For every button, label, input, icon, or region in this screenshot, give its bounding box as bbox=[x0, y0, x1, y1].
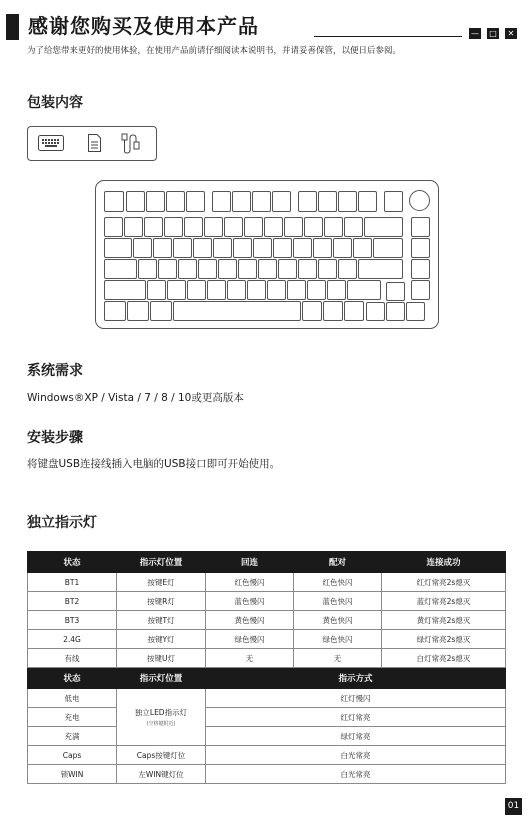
key bbox=[313, 238, 332, 258]
key-f4 bbox=[186, 191, 205, 212]
key-arrow-down bbox=[386, 302, 405, 321]
key bbox=[178, 259, 197, 279]
requirements-heading: 系统需求 bbox=[27, 363, 83, 379]
close-icon: ✕ bbox=[505, 28, 517, 39]
key bbox=[198, 259, 217, 279]
cell: 黄灯常亮2s熄灭 bbox=[382, 611, 506, 630]
cell: 充满 bbox=[28, 727, 117, 746]
volume-knob bbox=[409, 190, 430, 211]
key bbox=[187, 280, 206, 300]
package-heading: 包装内容 bbox=[27, 95, 83, 111]
key bbox=[293, 238, 312, 258]
cell: BT3 bbox=[28, 611, 117, 630]
key-nav bbox=[411, 280, 430, 300]
merged-position-cell bbox=[117, 689, 206, 746]
cell: 红色快闪 bbox=[294, 573, 382, 592]
key bbox=[253, 238, 272, 258]
key-f12 bbox=[358, 191, 377, 212]
cell: 绿色快闪 bbox=[294, 630, 382, 649]
table-row bbox=[28, 592, 506, 611]
key bbox=[138, 259, 157, 279]
merged-position-label: 独立LED指示灯 bbox=[134, 708, 188, 717]
cell: 有线 bbox=[28, 649, 117, 668]
cell: 黄色快闪 bbox=[294, 611, 382, 630]
key-f11 bbox=[338, 191, 357, 212]
cell: 绿灯常亮 bbox=[206, 727, 506, 746]
key-fn bbox=[323, 301, 343, 321]
key bbox=[353, 238, 372, 258]
cell: Caps bbox=[28, 746, 117, 765]
key-lshift bbox=[104, 280, 146, 300]
key-nav bbox=[411, 259, 430, 279]
title-underline bbox=[314, 36, 462, 37]
key bbox=[227, 280, 246, 300]
key-rshift bbox=[347, 280, 381, 300]
cell: 蓝色慢闪 bbox=[206, 592, 294, 611]
cell: 红灯常亮 bbox=[206, 708, 506, 727]
cell: 蓝色快闪 bbox=[294, 592, 382, 611]
key-alt bbox=[150, 301, 172, 321]
key bbox=[344, 217, 363, 237]
key-win bbox=[127, 301, 149, 321]
cell: 按键R灯 bbox=[117, 592, 206, 611]
key-f10 bbox=[318, 191, 337, 212]
col-header-state: 状态 bbox=[28, 552, 117, 573]
table-row bbox=[28, 630, 506, 649]
cable-icon bbox=[120, 133, 142, 154]
cell: 低电 bbox=[28, 689, 117, 708]
cell: 锁WIN bbox=[28, 765, 117, 784]
key bbox=[153, 238, 172, 258]
keyboard-illustration bbox=[95, 180, 439, 329]
page-subtitle: 为了给您带来更好的使用体验，在使用产品前请仔细阅读本说明书，并请妥善保管，以便日后参阅。 bbox=[27, 46, 402, 56]
cell: 红灯常亮2s熄灭 bbox=[382, 573, 506, 592]
key bbox=[104, 217, 123, 237]
key bbox=[238, 259, 257, 279]
cell: 蓝灯常亮2s熄灭 bbox=[382, 592, 506, 611]
key bbox=[207, 280, 226, 300]
requirements-text: Windows®XP / Vista / 7 / 8 / 10或更高版本 bbox=[27, 392, 244, 404]
cell: 充电 bbox=[28, 708, 117, 727]
key bbox=[218, 259, 237, 279]
key-ctrl bbox=[104, 301, 126, 321]
col-header-pairing: 配对 bbox=[294, 552, 382, 573]
key bbox=[278, 259, 297, 279]
key bbox=[124, 217, 143, 237]
key-nav bbox=[411, 217, 430, 237]
key bbox=[267, 280, 286, 300]
table-header-row bbox=[28, 552, 506, 573]
key bbox=[324, 217, 343, 237]
table-row bbox=[28, 727, 506, 746]
key bbox=[264, 217, 283, 237]
key-f1 bbox=[126, 191, 145, 212]
page-number: 01 bbox=[505, 798, 522, 815]
key bbox=[233, 238, 252, 258]
table-row bbox=[28, 611, 506, 630]
key-f2 bbox=[146, 191, 165, 212]
cell: 白灯常亮2s熄灭 bbox=[382, 649, 506, 668]
table-row bbox=[28, 708, 506, 727]
key-f5 bbox=[212, 191, 231, 212]
key-caps bbox=[104, 259, 137, 279]
key-f6 bbox=[232, 191, 251, 212]
cell: 白光常亮 bbox=[206, 746, 506, 765]
key bbox=[224, 217, 243, 237]
key bbox=[307, 280, 326, 300]
cell: 绿色慢闪 bbox=[206, 630, 294, 649]
key-ralt bbox=[302, 301, 322, 321]
col-header-reconnect: 回连 bbox=[206, 552, 294, 573]
key bbox=[213, 238, 232, 258]
key-rctrl bbox=[344, 301, 364, 321]
key-f7 bbox=[252, 191, 271, 212]
key-f9 bbox=[298, 191, 317, 212]
key bbox=[244, 217, 263, 237]
key bbox=[164, 217, 183, 237]
key-f8 bbox=[272, 191, 291, 212]
key-tab bbox=[104, 238, 132, 258]
key-f3 bbox=[166, 191, 185, 212]
table-header-row bbox=[28, 668, 506, 689]
key bbox=[144, 217, 163, 237]
key-backslash bbox=[373, 238, 403, 258]
cell: 左WIN键灯位 bbox=[117, 765, 206, 784]
key-esc bbox=[104, 191, 124, 212]
indicator-heading: 独立指示灯 bbox=[27, 515, 97, 531]
col-header-connected: 连接成功 bbox=[382, 552, 506, 573]
key bbox=[193, 238, 212, 258]
cell: 红灯慢闪 bbox=[206, 689, 506, 708]
page-title: 感谢您购买及使用本产品 bbox=[28, 14, 259, 38]
table-row bbox=[28, 649, 506, 668]
cell: 2.4G bbox=[28, 630, 117, 649]
key bbox=[173, 238, 192, 258]
key bbox=[184, 217, 203, 237]
key-space bbox=[173, 301, 301, 321]
key bbox=[287, 280, 306, 300]
table-row bbox=[28, 765, 506, 784]
cell: 绿灯常亮2s熄灭 bbox=[382, 630, 506, 649]
key bbox=[204, 217, 223, 237]
indicator-table bbox=[27, 551, 506, 784]
key bbox=[247, 280, 266, 300]
key bbox=[304, 217, 323, 237]
key bbox=[298, 259, 317, 279]
table-row bbox=[28, 746, 506, 765]
merged-position-note: (空格键附近) bbox=[146, 721, 176, 727]
cell: Caps按键灯位 bbox=[117, 746, 206, 765]
key bbox=[167, 280, 186, 300]
col-header-position: 指示灯位置 bbox=[117, 668, 206, 689]
cell: 按键U灯 bbox=[117, 649, 206, 668]
install-text: 将键盘USB连接线插入电脑的USB接口即可开始使用。 bbox=[27, 458, 281, 470]
key-arrow-left bbox=[366, 302, 385, 321]
key bbox=[273, 238, 292, 258]
package-contents-box bbox=[27, 126, 157, 161]
minus-icon: — bbox=[471, 29, 479, 38]
key bbox=[258, 259, 277, 279]
cell: BT1 bbox=[28, 573, 117, 592]
key bbox=[284, 217, 303, 237]
table-row bbox=[28, 573, 506, 592]
cell: 按键E灯 bbox=[117, 573, 206, 592]
key bbox=[338, 259, 357, 279]
key bbox=[133, 238, 152, 258]
cell: 按键T灯 bbox=[117, 611, 206, 630]
cell: 黄色慢闪 bbox=[206, 611, 294, 630]
col-header-state: 状态 bbox=[28, 668, 117, 689]
keyboard-icon bbox=[38, 135, 64, 151]
install-heading: 安装步骤 bbox=[27, 430, 83, 446]
cell: 红色慢闪 bbox=[206, 573, 294, 592]
cell: 无 bbox=[294, 649, 382, 668]
col-header-position: 指示灯位置 bbox=[117, 552, 206, 573]
cell: 白光常亮 bbox=[206, 765, 506, 784]
cell: BT2 bbox=[28, 592, 117, 611]
cell: 按键Y灯 bbox=[117, 630, 206, 649]
key bbox=[318, 259, 337, 279]
key-backspace bbox=[364, 217, 403, 237]
key bbox=[333, 238, 352, 258]
col-header-mode: 指示方式 bbox=[206, 668, 506, 689]
key-del bbox=[384, 191, 403, 212]
restore-icon: □ bbox=[487, 28, 499, 39]
key bbox=[158, 259, 177, 279]
key-enter bbox=[358, 259, 403, 279]
key bbox=[327, 280, 346, 300]
table-row bbox=[28, 689, 506, 708]
manual-icon bbox=[88, 134, 101, 152]
key-arrow-right bbox=[406, 302, 425, 321]
title-accent-bar bbox=[6, 14, 19, 40]
cell: 无 bbox=[206, 649, 294, 668]
key bbox=[147, 280, 166, 300]
key-nav bbox=[411, 238, 430, 258]
key-arrow-up bbox=[386, 282, 405, 301]
